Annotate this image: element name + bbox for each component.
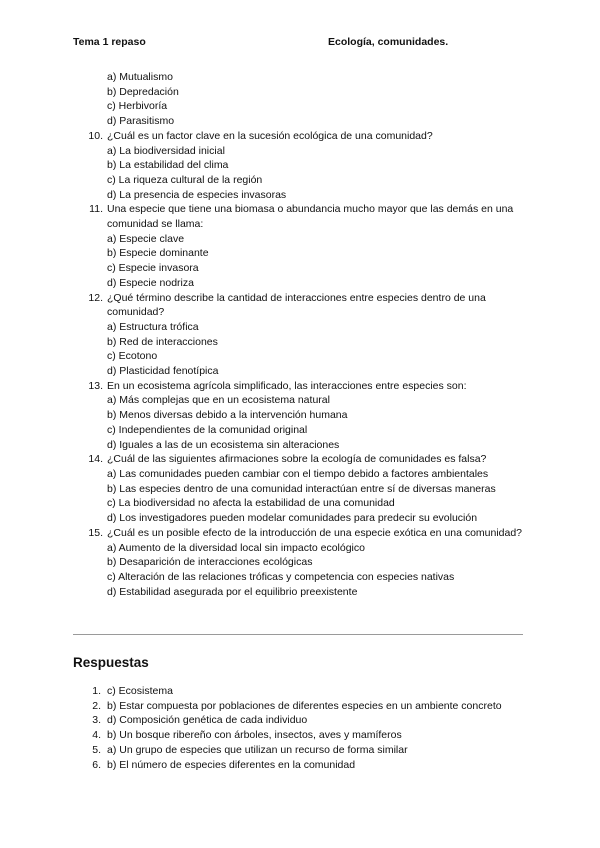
question-number: 11.: [89, 203, 103, 216]
option: a) Especie clave: [107, 232, 185, 245]
question-text: ¿Cuál es un factor clave en la sucesión ecológica de una comunidad?: [107, 129, 433, 142]
question-text: ¿Cuál es un posible efecto de la introducción de una especie exótica en una comunidad?: [107, 526, 523, 539]
question-text: En un ecosistema agrícola simplificado, las interacciones entre especies son:: [107, 379, 467, 392]
answer-text: a) Un grupo de especies que utilizan un recurso de forma similar: [107, 743, 408, 756]
option: a) Más complejas que en un ecosistema natural: [107, 394, 330, 407]
option: c) La biodiversidad no afecta la estabilidad de una comunidad: [107, 497, 395, 510]
answer-text: d) Composición genética de cada individuo: [107, 714, 308, 727]
question-text: ¿Qué término describe la cantidad de interacciones entre especies dentro de una comunidad?: [107, 291, 486, 319]
question-12: [73, 291, 533, 320]
answer-text: b) Un bosque ribereño con árboles, insectos, aves y mamíferos: [107, 729, 402, 742]
section-divider: [73, 634, 523, 635]
option: b) Menos diversas debido a la intervención humana: [107, 409, 348, 422]
answer-item: [73, 743, 533, 758]
question-number: 10.: [88, 129, 103, 142]
option: a) Estructura trófica: [107, 320, 199, 333]
answer-item: [73, 758, 533, 773]
option: a) Las comunidades pueden cambiar con el tiempo debido a factores ambientales: [107, 467, 489, 480]
question-number: 14.: [88, 453, 103, 466]
answer-number: 6.: [92, 758, 101, 771]
answer-number: 2.: [92, 699, 101, 712]
answer-number: 1.: [92, 685, 101, 697]
option: a) Mutualismo: [107, 71, 173, 83]
question-text: ¿Cuál de las siguientes afirmaciones sobre la ecología de comunidades es falsa?: [107, 453, 487, 466]
option: c) La riqueza cultural de la región: [107, 173, 263, 186]
question-10: [73, 129, 533, 144]
header-right: Ecología, comunidades.: [328, 36, 449, 48]
question-text: Una especie que tiene una biomasa o abundancia mucho mayor que las demás en una comunidad se llama:: [107, 203, 514, 231]
question-number: 15.: [88, 526, 103, 539]
question-11: [73, 202, 533, 231]
option: d) Estabilidad asegurada por el equilibrio preexistente: [107, 585, 358, 598]
option: d) La presencia de especies invasoras: [107, 188, 287, 201]
option: b) Desaparición de interacciones ecológicas: [107, 556, 313, 569]
question-number: 13.: [88, 379, 103, 392]
answer-item: [73, 684, 533, 699]
answers-title: Respuestas: [73, 655, 149, 670]
option: b) La estabilidad del clima: [107, 159, 229, 172]
option: b) Las especies dentro de una comunidad interactúan entre sí de diversas maneras: [107, 482, 496, 495]
answers-list: [73, 684, 533, 772]
question-13: [73, 379, 533, 394]
question-14: [73, 452, 533, 467]
option: c) Independientes de la comunidad original: [107, 423, 308, 436]
option: c) Especie invasora: [107, 262, 199, 275]
answer-text: c) Ecosistema: [107, 685, 173, 697]
question-15: [73, 526, 533, 541]
option: d) Especie nodriza: [107, 276, 194, 289]
question-number: 12.: [88, 291, 103, 304]
answer-number: 4.: [92, 729, 101, 742]
option: d) Parasitismo: [107, 115, 175, 128]
questions-section: [73, 70, 533, 599]
option: b) Depredación: [107, 85, 179, 98]
option: d) Iguales a las de un ecosistema sin alteraciones: [107, 438, 340, 451]
option: c) Alteración de las relaciones tróficas y competencia con especies nativas: [107, 570, 455, 583]
header-left: Tema 1 repaso: [73, 36, 146, 48]
option: c) Herbivoría: [107, 100, 168, 113]
option: a) La biodiversidad inicial: [107, 144, 225, 157]
answer-text: b) Estar compuesta por poblaciones de diferentes especies en un ambiente concreto: [107, 699, 502, 712]
option: a) Aumento de la diversidad local sin impacto ecológico: [107, 541, 365, 554]
answer-item: [73, 713, 533, 728]
option: b) Red de interacciones: [107, 335, 218, 348]
answer-number: 5.: [92, 743, 101, 756]
answer-text: b) El número de especies diferentes en la comunidad: [107, 758, 356, 771]
answer-item: [73, 699, 533, 714]
answer-number: 3.: [92, 714, 101, 727]
option: c) Ecotono: [107, 350, 158, 363]
option: d) Los investigadores pueden modelar comunidades para predecir su evolución: [107, 512, 478, 525]
answer-item: [73, 728, 533, 743]
page-header: [73, 36, 527, 50]
option: d) Plasticidad fenotípica: [107, 365, 219, 378]
option: b) Especie dominante: [107, 247, 209, 260]
